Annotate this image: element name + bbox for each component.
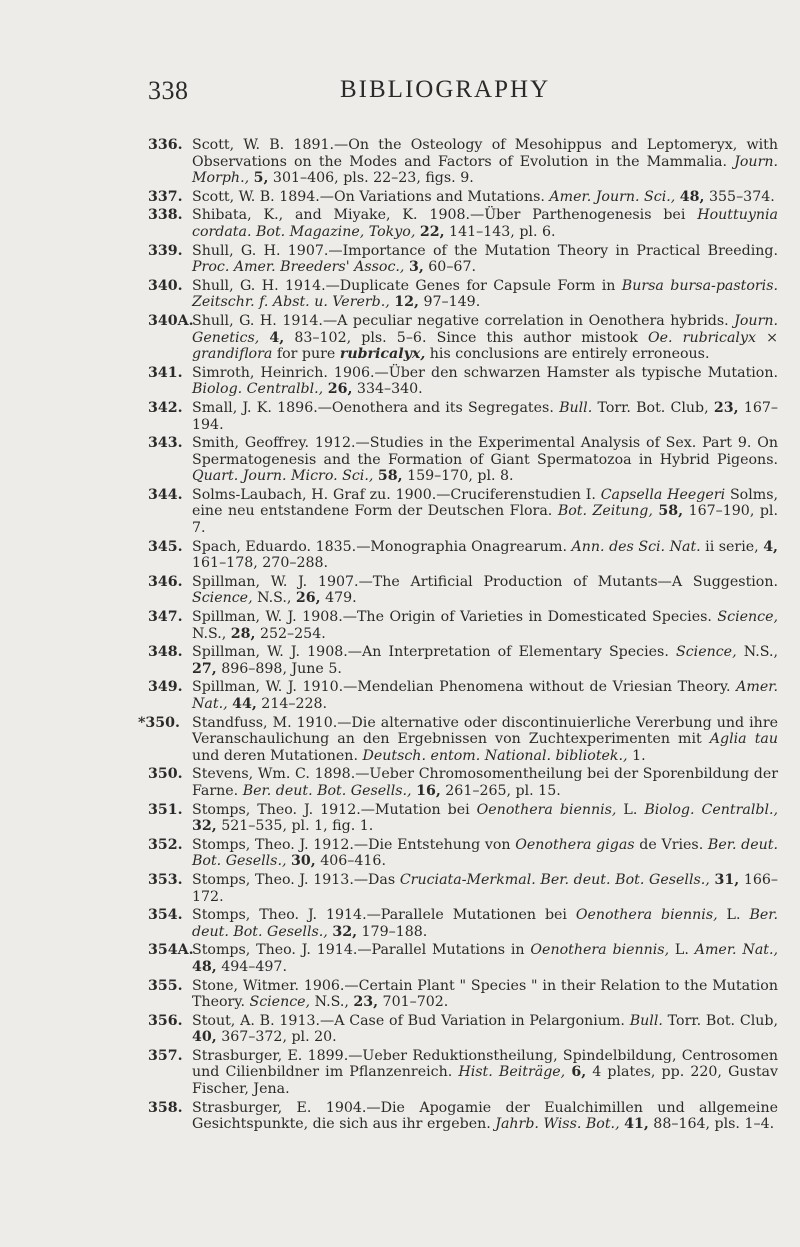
entry-text: 58, [377,468,403,485]
entry-number: 337. [148,188,183,205]
entry-text: Spillman, W. J. 1908.—The Origin of Varieties in Domesticated Species. [192,609,718,626]
bibliography-entry [148,539,778,572]
entry-text: Science, [717,609,778,626]
entry-text: 5, [253,170,269,187]
bibliography-entry [148,435,778,485]
entry-text: 44, [232,696,257,712]
entry-text: his conclusions are entirely erroneous. [425,346,710,363]
entry-number: 358. [148,1099,183,1116]
entry-text: Oenothera biennis, [530,942,670,959]
entry-text: Aglia tau [709,731,778,748]
entry-text: Oenothera biennis, [476,801,617,818]
entry-text: 334–340. [352,381,423,398]
entry-text: Journ. Genetics, [192,312,778,346]
entry-text: Shull, G. H. 1914.—A peculiar negative correlation in Oenothera hybrids. [192,312,735,329]
entry-text: Stout, A. B. 1913.—A Case of Bud Variation in Pelargonium. [192,1012,630,1029]
entry-text: Amer. Journ. Sci., [549,188,676,205]
entry-number: 338. [148,207,183,224]
entry-text: 41, [624,1116,649,1133]
entry-text: 161–178, 270–288. [192,555,329,572]
bibliography-entry [148,1100,778,1133]
entry-text: Biolog. Centralbl., [644,801,779,818]
entry-text: Spillman, W. J. 1910.—Mendelian Phenomena without de Vriesian Theory. [192,679,737,696]
bibliography-entry [148,487,778,537]
entry-text: 179–188. [357,923,428,940]
entry-text: L. [717,907,750,924]
entry-text: Spach, Eduardo. 1835.—Monographia Onagrearum. [192,538,572,555]
entry-number: 354. [148,907,183,924]
entry-text [259,330,269,346]
bibliography-entry [148,907,778,940]
entry-text: 83–102, pls. 5–6. Since this author mistook [284,329,648,346]
bibliography-entry [148,978,778,1011]
bibliography-entry [148,837,778,870]
entry-text: 97–149. [418,294,481,311]
entry-text: Oenothera gigas [515,836,635,853]
entry-text: × [755,329,779,346]
entry-text: Strasburger, E. 1899.—Ueber Reduktionstheilung, Spindelbildung, Centrosomen und Cilienbildner im Pflanzenreich. [192,1047,778,1081]
bibliography-entry [148,243,778,276]
entry-text: 48, [679,188,705,205]
entry-number: 344. [148,486,183,503]
bibliography-entry [148,400,778,433]
entry-text: 355–374. [704,188,775,205]
entry-text: Journ. Morph., [192,153,778,187]
entry-text: 12, [394,294,419,311]
entry-text: und deren Mutationen. [192,747,363,764]
entry-text: 6, [571,1064,587,1081]
bibliography-entry [148,679,778,712]
bibliography-entry [138,714,778,765]
entry-text: 406–416. [315,853,386,870]
entry-text: Bot. Zeitung, [557,503,653,520]
entry-text: 32, [192,818,217,835]
entry-text: Shibata, K., and Miyake, K. 1908.—Über Parthenogenesis bei [192,207,698,224]
entry-text: for pure [272,346,340,363]
entry-text: 28, [230,625,256,642]
entry-text: Stomps, Theo. J. 1914.—Parallele Mutationen bei [192,907,576,924]
entry-text: Shull, G. H. 1907.—Importance of the Mutation Theory in Practical Breeding. [192,242,778,259]
entry-text: 301–406, pls. 22–23, figs. 9. [268,170,474,187]
entry-text: 30, [291,853,316,870]
entry-text: Deutsch. entom. National. bibliotek., [362,747,628,764]
entry-text: 88–164, pls. 1–4. [648,1116,775,1133]
entry-text: Oe. rubricalyx [648,329,756,346]
entry-text: Scott, W. B. 1894.—On Variations and Mutations. [192,188,550,205]
entry-text: Small, J. K. 1896.—Oenothera and its Segregates. [192,399,560,416]
entry-text: Ann. des Sci. Nat. [571,538,701,555]
entry-number: 353. [148,871,183,888]
entry-text: 23, [713,399,739,416]
entry-text: 23, [353,994,379,1011]
entry-text: 896–898, June 5. [216,660,342,677]
entry-text: 167–190, pl. 7. [192,503,778,537]
entry-text: 214–228. [256,696,328,712]
entry-text: 141–143, pl. 6. [444,223,556,240]
entry-text: 494–497. [216,958,287,975]
entry-text: Jahrb. Wiss. Bot., [495,1116,620,1133]
entry-text: 701–702. [378,994,449,1011]
entry-text: Biolog. Centralbl., [192,381,324,398]
entry-text: 40, [192,1029,217,1046]
entry-number: 346. [148,573,183,590]
entry-number: 342. [148,399,183,416]
entry-number: 340. [148,277,183,294]
entry-number: 352. [148,836,183,853]
page-header [0,72,800,112]
entry-text: 1. [627,747,646,764]
entry-number: 357. [148,1047,183,1064]
entry-text: N.S., [192,625,231,642]
bibliography-entry [148,207,778,240]
entry-number: 345. [148,538,183,555]
bibliography-entry [148,137,778,187]
entry-text: 22, [419,223,445,240]
entry-text: 3, [408,259,424,276]
entry-text: 16, [416,782,441,799]
entry-text: Science, [192,590,253,607]
entry-text: Science, [676,644,737,661]
entry-number: 351. [148,801,183,818]
entry-text: Solms, eine neu entstandene Form der Deutschen Flora. [192,486,778,520]
entry-text: N.S., [736,644,779,661]
entry-text: Stomps, Theo. J. 1912.—Mutation bei [192,801,477,818]
entry-text: Cruciata-Merkmal. Ber. deut. Bot. Gesells., [399,871,710,888]
entry-text: Solms-Laubach, H. Graf zu. 1900.—Cruciferenstudien I. [192,486,601,503]
entry-text: Amer. Nat., [694,942,778,959]
entry-text: Torr. Bot. Club, [592,399,714,416]
bibliography-entry [148,766,778,799]
entry-number: 350. [148,766,183,783]
entry-text: Ber. deut. Bot. Gesells., [242,782,412,799]
entry-text: 32, [332,923,358,940]
entry-text: rubricalyx, [339,346,426,363]
entry-number: 354A. [148,942,194,959]
entry-text: L. [616,801,645,818]
entry-text: 166–172. [192,871,779,905]
entry-text: grandiflora [192,346,273,363]
page-number: 338 [148,76,189,105]
bibliography-entry [148,872,778,905]
entry-text: Proc. Amer. Breeders' Assoc., [192,259,405,276]
bibliography-entry [148,644,778,677]
entry-text: Ber. deut. Bot. Gesells., [192,836,778,870]
entry-text: de Vries. [634,836,708,853]
bibliography-entry [148,278,778,311]
bibliography-entry [148,365,778,398]
entry-text: 60–67. [423,259,476,276]
entry-text: 479. [320,590,357,607]
bibliography-entry [148,1048,778,1098]
entry-text: Amer. Nat., [192,679,778,712]
entry-text: N.S., [310,994,354,1011]
entry-text: Spillman, W. J. 1908.—An Interpretation of Elementary Species. [192,644,676,661]
entry-number: 349. [148,679,183,696]
entry-text: Hist. Beiträge, [458,1064,566,1081]
entry-number: 336. [148,137,183,153]
entry-text: Capsella Heegeri [600,486,726,503]
entry-number: 339. [148,242,183,259]
bibliography-entry [148,802,778,835]
bibliography-entry [148,313,778,363]
entry-text: 261–265, pl. 15. [440,782,561,799]
entry-text: L. [669,942,695,959]
running-head-title: BIBLIOGRAPHY [340,76,551,103]
bibliography-entry [148,609,778,642]
entry-text: Torr. Bot. Club, [662,1012,778,1029]
entry-text: Strasburger, E. 1904.—Die Apogamie der Eualchimillen und allgemeine Gesichtspunkte, die sich aus ihr ergeben. [192,1099,778,1133]
entry-number: 343. [148,435,183,452]
entry-number: 340A. [148,312,194,329]
entry-text: Stomps, Theo. J. 1913.—Das [192,871,400,888]
entry-text: Standfuss, M. 1910.—Die alternative oder discontinuierliche Vererbung und ihre Veranschaulichung an den Ergebnissen von Zuchtexperimenten mit [192,714,778,748]
entry-number: *350. [138,714,180,731]
entry-text: Stevens, Wm. C. 1898.—Ueber Chromosomentheilung bei der Sporenbildung der Farne. [192,766,778,799]
entry-text: Scott, W. B. 1891.—On the Osteology of Mesohippus and Leptomeryx, with Observations on the Modes and Factors of Evolution in the Mammalia. [192,137,778,170]
entry-text: 31, [714,871,740,888]
entry-text: Ber. deut. Bot. Gesells., [192,907,778,940]
entry-text: 252–254. [255,625,326,642]
entry-text: Spillman, W. J. 1907.—The Artificial Production of Mutants—A Suggestion. [192,573,778,590]
entry-text: 159–170, pl. 8. [402,468,514,485]
entry-text: Science, [249,994,311,1011]
entry-text: Shull, G. H. 1914.—Duplicate Genes for Capsule Form in [192,277,622,294]
bibliography-entry [148,1013,778,1046]
entry-text: 58, [658,503,684,520]
entry-number: 355. [148,977,183,994]
entry-text: N.S., [252,590,296,607]
entry-text: Simroth, Heinrich. 1906.—Über den schwarzen Hamster als typische Mutation. [192,364,778,381]
entry-text: Quart. Journ. Micro. Sci., [192,468,374,485]
entry-text: 521–535, pl. 1, fig. 1. [216,818,374,835]
entry-number: 347. [148,609,183,626]
entry-text: Bull. [629,1012,663,1029]
entry-text: Stomps, Theo. J. 1912.—Die Entstehung von [192,836,516,853]
bibliography-entry [148,942,778,975]
entry-text: 367–372, pl. 20. [216,1029,337,1046]
entry-text: Bursa bursa-pastoris. Zeitschr. f. Abst. u. Vererb., [192,277,778,311]
bibliography-entry [148,574,778,607]
bibliography-entry [148,189,778,206]
entry-text: 48, [192,958,217,975]
entry-text: 27, [192,660,217,677]
entry-text: 4 plates, pp. 220, Gustav Fischer, Jena. [192,1064,778,1098]
entry-text: Oenothera biennis, [575,907,718,924]
entry-text: 167–194. [192,399,778,433]
bibliography-list [138,137,779,1135]
entry-text: Bull. [559,399,593,416]
entry-text: 4, [269,329,285,346]
entry-text: 26, [295,590,321,607]
entry-text: 4, [763,538,778,555]
entry-text: Smith, Geoffrey. 1912.—Studies in the Experimental Analysis of Sex. Part 9. On Spermatogenesis and the Formation of Giant Spermatozoa in Hybrid Pigeons. [192,435,778,468]
entry-text: Stone, Witmer. 1906.—Certain Plant " Species " in their Relation to the Mutation Theory. [192,977,778,1011]
entry-number: 341. [148,364,183,381]
entry-text: ii serie, [700,538,764,555]
entry-number: 356. [148,1012,183,1029]
entry-text: 26, [327,381,353,398]
entry-text: Houttuynia cordata. Bot. Magazine, Tokyo, [192,207,778,240]
entry-number: 348. [148,644,183,661]
entry-text: Stomps, Theo. J. 1914.—Parallel Mutations in [192,942,531,959]
